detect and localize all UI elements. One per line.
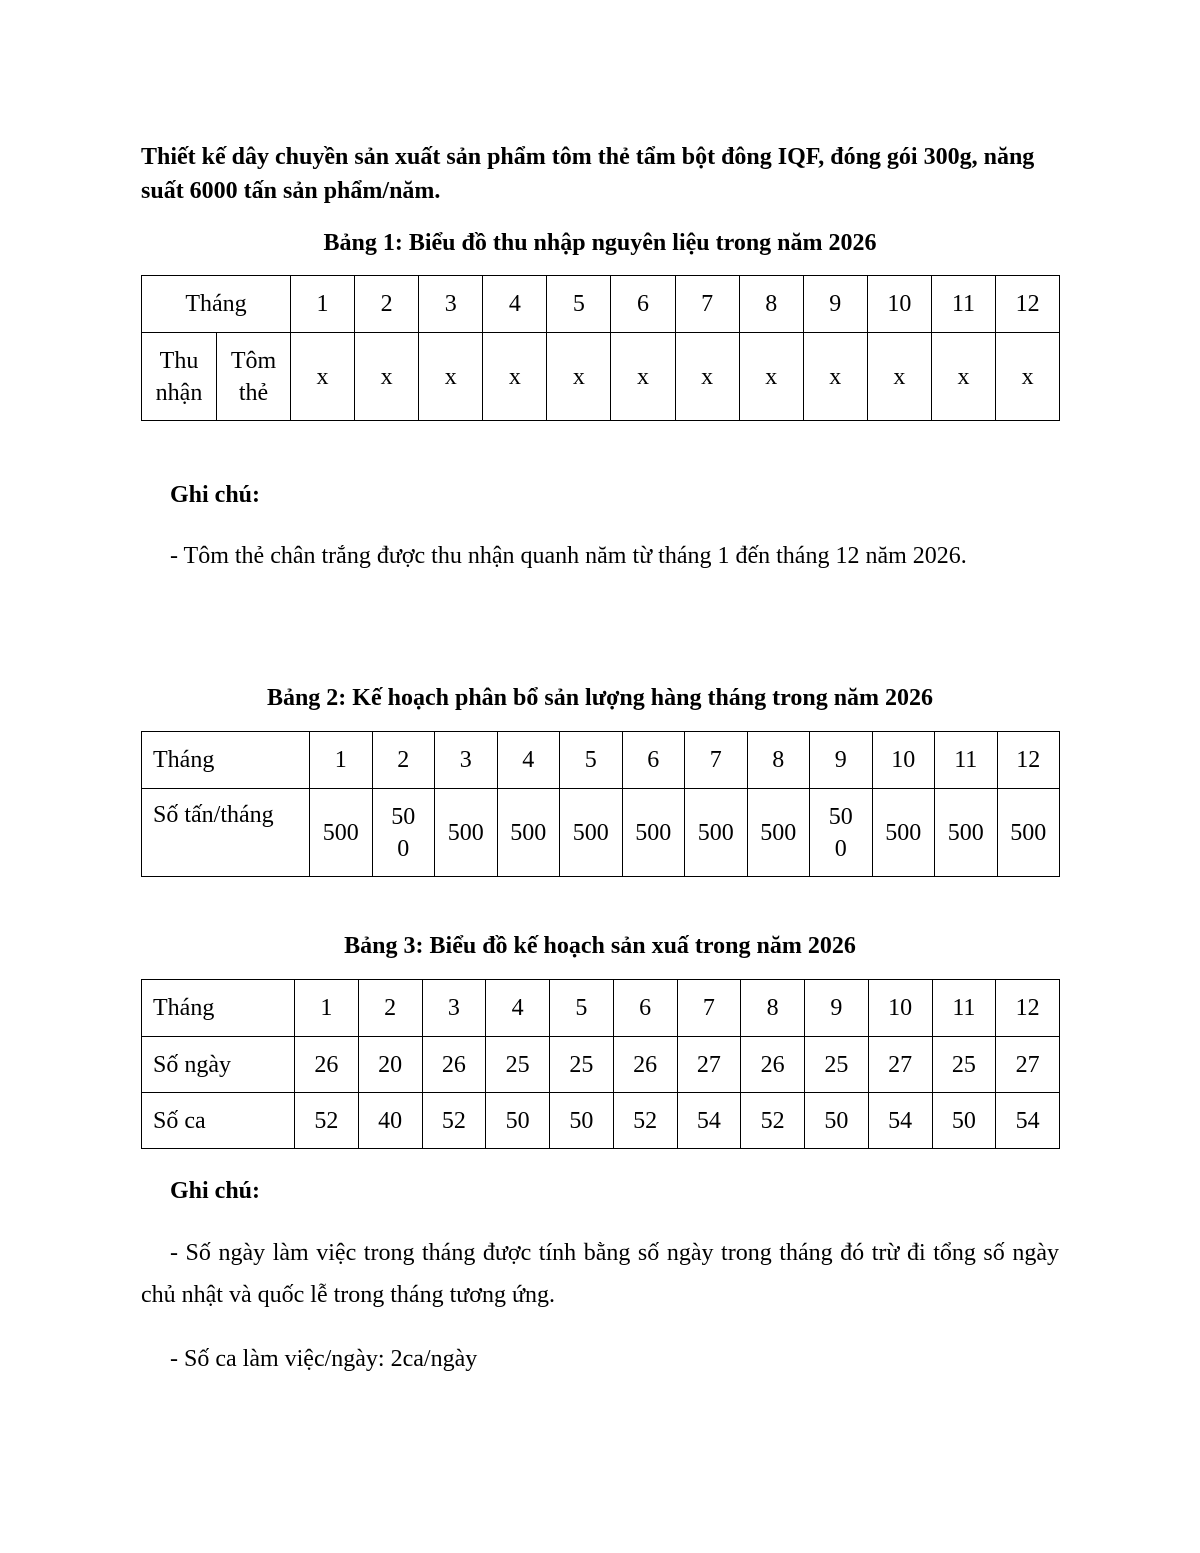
table3-value-cell: 27 xyxy=(868,1037,932,1093)
table2-value-cell: 500 xyxy=(310,789,373,877)
table3-value-cell: 52 xyxy=(422,1093,486,1149)
table1-data-row xyxy=(142,333,1060,421)
table3-value-cell: 26 xyxy=(295,1037,359,1093)
table2-month-cell: 5 xyxy=(560,732,623,789)
table3-month-cell: 12 xyxy=(996,980,1060,1037)
table1-month-cell: 11 xyxy=(931,276,995,333)
table3-value-cell: 50 xyxy=(550,1093,614,1149)
table1-month-cell: 1 xyxy=(291,276,355,333)
table1-month-cell: 5 xyxy=(547,276,611,333)
table1 xyxy=(141,275,1060,421)
table3-month-cell: 1 xyxy=(295,980,359,1037)
table2 xyxy=(141,731,1060,877)
note2-line: - Số ngày làm việc trong tháng được tính bằng số ngày trong tháng đó trừ đi tổng số ngày chủ nhật và quốc lễ trong tháng tương ứng. xyxy=(141,1240,1059,1308)
table2-value-cell: 500 xyxy=(435,789,498,877)
table2-month-cell: 10 xyxy=(872,732,935,789)
table3-month-cell: 7 xyxy=(677,980,741,1037)
table2-month-cell: 7 xyxy=(685,732,748,789)
table2-data-row xyxy=(142,789,1060,877)
table1-value-cell: x xyxy=(419,333,483,421)
table1-value-cell: x xyxy=(355,333,419,421)
table2-value-cell: 500 xyxy=(935,789,998,877)
table3-value-cell: 52 xyxy=(741,1093,805,1149)
table3-month-cell: 10 xyxy=(868,980,932,1037)
table3-month-cell: 8 xyxy=(741,980,805,1037)
table1-caption: Bảng 1: Biểu đồ thu nhập nguyên liệu trong năm 2026 xyxy=(323,230,877,256)
table1-value-cell: x xyxy=(675,333,739,421)
table3-month-cell: 2 xyxy=(358,980,422,1037)
table3-value-cell: 54 xyxy=(868,1093,932,1149)
table3-month-cell: 6 xyxy=(613,980,677,1037)
table3-days-row xyxy=(142,1037,1060,1093)
table3-value-cell: 54 xyxy=(677,1093,741,1149)
table1-month-label: Tháng xyxy=(142,276,291,333)
table2-month-cell: 12 xyxy=(997,732,1060,789)
table2-value-cell: 500 xyxy=(872,789,935,877)
table1-value-cell: x xyxy=(996,333,1060,421)
table2-header-row xyxy=(142,732,1060,789)
table3-row-label: Số ca xyxy=(142,1093,295,1149)
table1-row-group-label: Thu nhận xyxy=(142,333,217,421)
table3-row-label: Số ngày xyxy=(142,1037,295,1093)
table1-month-cell: 10 xyxy=(867,276,931,333)
table3-month-cell: 3 xyxy=(422,980,486,1037)
note2-heading: Ghi chú: xyxy=(170,1178,261,1204)
table3-month-cell: 11 xyxy=(932,980,996,1037)
table2-month-label: Tháng xyxy=(142,732,310,789)
table1-month-cell: 4 xyxy=(483,276,547,333)
table1-month-cell: 9 xyxy=(803,276,867,333)
table3-value-cell: 20 xyxy=(358,1037,422,1093)
table2-month-cell: 11 xyxy=(935,732,998,789)
table2-month-cell: 9 xyxy=(810,732,873,789)
table1-header-row xyxy=(142,276,1060,333)
table1-value-cell: x xyxy=(803,333,867,421)
table1-value-cell: x xyxy=(291,333,355,421)
table2-month-cell: 2 xyxy=(372,732,435,789)
table2-value-cell: 500 xyxy=(747,789,810,877)
table1-value-cell: x xyxy=(611,333,675,421)
table2-month-cell: 6 xyxy=(622,732,685,789)
note2-line: - Số ca làm việc/ngày: 2ca/ngày xyxy=(170,1346,478,1372)
table2-caption: Bảng 2: Kế hoạch phân bổ sản lượng hàng tháng trong năm 2026 xyxy=(266,685,934,711)
table2-value-cell: 500 xyxy=(372,789,435,877)
table3-value-cell: 50 xyxy=(805,1093,869,1149)
table3-value-cell: 52 xyxy=(613,1093,677,1149)
table2-month-cell: 8 xyxy=(747,732,810,789)
table2-month-cell: 3 xyxy=(435,732,498,789)
table2-value-cell: 500 xyxy=(685,789,748,877)
table3-value-cell: 27 xyxy=(996,1037,1060,1093)
table2-row-label: Số tấn/tháng xyxy=(142,789,310,877)
table2-value-cell: 500 xyxy=(560,789,623,877)
table1-value-cell: x xyxy=(739,333,803,421)
table1-value-cell: x xyxy=(931,333,995,421)
table2-value-cell: 500 xyxy=(497,789,560,877)
table3-value-cell: 26 xyxy=(422,1037,486,1093)
table1-value-cell: x xyxy=(547,333,611,421)
table2-value-cell: 500 xyxy=(810,789,873,877)
document-title: Thiết kế dây chuyền sản xuất sản phẩm tôm thẻ tẩm bột đông IQF, đóng gói 300g, năng suất 6000 tấn sản phẩm/năm. xyxy=(141,144,1035,204)
table3-value-cell: 25 xyxy=(805,1037,869,1093)
table1-month-cell: 12 xyxy=(996,276,1060,333)
note1-heading: Ghi chú: xyxy=(170,482,261,508)
table3-value-cell: 26 xyxy=(613,1037,677,1093)
table3-value-cell: 40 xyxy=(358,1093,422,1149)
table2-month-cell: 4 xyxy=(497,732,560,789)
table3-month-cell: 4 xyxy=(486,980,550,1037)
table3-caption: Bảng 3: Biểu đồ kế hoạch sản xuấ trong năm 2026 xyxy=(344,933,856,959)
table1-row-label: Tôm thẻ xyxy=(217,333,291,421)
table2-value-cell: 500 xyxy=(622,789,685,877)
table3-shifts-row xyxy=(142,1093,1060,1149)
table3-header-row xyxy=(142,980,1060,1037)
table3-value-cell: 25 xyxy=(932,1037,996,1093)
table3-value-cell: 25 xyxy=(550,1037,614,1093)
table3-month-cell: 9 xyxy=(805,980,869,1037)
table2-value-cell: 500 xyxy=(997,789,1060,877)
table3-value-cell: 27 xyxy=(677,1037,741,1093)
note1-text: - Tôm thẻ chân trắng được thu nhận quanh năm từ tháng 1 đến tháng 12 năm 2026. xyxy=(170,543,967,569)
table1-value-cell: x xyxy=(483,333,547,421)
table3-value-cell: 54 xyxy=(996,1093,1060,1149)
table1-month-cell: 6 xyxy=(611,276,675,333)
table3-value-cell: 52 xyxy=(295,1093,359,1149)
table3-value-cell: 26 xyxy=(741,1037,805,1093)
table2-month-cell: 1 xyxy=(310,732,373,789)
table1-month-cell: 7 xyxy=(675,276,739,333)
table3-value-cell: 25 xyxy=(486,1037,550,1093)
table1-month-cell: 3 xyxy=(419,276,483,333)
table3-value-cell: 50 xyxy=(486,1093,550,1149)
table3-value-cell: 50 xyxy=(932,1093,996,1149)
table3-month-cell: 5 xyxy=(550,980,614,1037)
table3 xyxy=(141,979,1060,1149)
table3-month-label: Tháng xyxy=(142,980,295,1037)
table1-month-cell: 8 xyxy=(739,276,803,333)
table1-value-cell: x xyxy=(867,333,931,421)
table1-month-cell: 2 xyxy=(355,276,419,333)
